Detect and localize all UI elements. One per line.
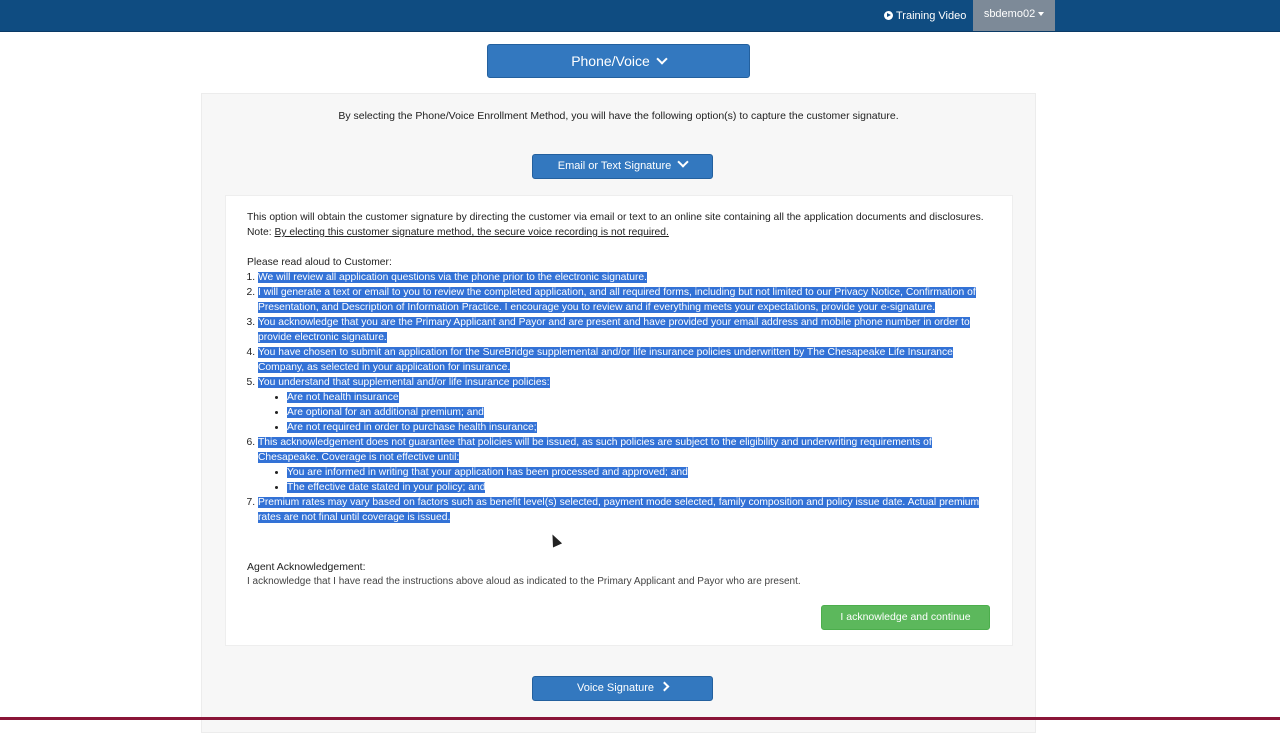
- intro-text: By selecting the Phone/Voice Enrollment Method, you will have the following option(s) to capture the customer signature.: [338, 110, 899, 122]
- caret-down-icon: [1038, 12, 1044, 16]
- list-item: 1. We will review all application questions via the phone prior to the electronic signature.: [258, 270, 992, 285]
- chevron-down-icon: [678, 156, 689, 167]
- voice-signature-label: Voice Signature: [576, 682, 655, 694]
- sub-list-item: • You are informed in writing that your application has been processed and approved; and: [287, 465, 992, 480]
- read-aloud-list: [247, 270, 992, 525]
- agent-acknowledgement-title: Agent Acknowledgement:: [247, 561, 366, 573]
- sub-list: [258, 465, 992, 495]
- play-circle-icon: [884, 11, 893, 20]
- email-text-signature-label: Email or Text Signature: [557, 160, 672, 172]
- voice-signature-button[interactable]: [532, 676, 713, 701]
- acknowledge-continue-button[interactable]: I acknowledge and continue: [821, 605, 990, 630]
- chevron-down-icon: [656, 53, 667, 64]
- training-video-link[interactable]: [884, 0, 966, 31]
- email-signature-content: [247, 210, 992, 525]
- note-label: Note:: [247, 227, 272, 238]
- enrollment-method-label: Phone/Voice: [571, 53, 650, 69]
- user-name: sbdemo02: [983, 8, 1036, 20]
- sub-list: [258, 390, 992, 435]
- sub-list-item: • Are not health insurance: [287, 390, 992, 405]
- list-item: 2. I will generate a text or email to you to review the completed application, and all required forms, including but not limited to our Privacy Notice, Confirmation of Presentation, and Description of Information Practice. I encourage you to review and if everything meets your expectations, provide your e-signature.: [258, 285, 992, 315]
- sub-list-item: • Are optional for an additional premium; and: [287, 405, 992, 420]
- list-item: 7. Premium rates may vary based on factors such as benefit level(s) selected, payment mode selected, family composition and policy issue date. Actual premium rates are not final until coverage is issued.: [258, 495, 992, 525]
- read-aloud-heading: Please read aloud to Customer:: [247, 257, 392, 268]
- option-note: [247, 225, 992, 240]
- user-menu-dropdown[interactable]: [973, 0, 1055, 31]
- sub-list-item: • Are not required in order to purchase health insurance;: [287, 420, 992, 435]
- email-text-signature-button[interactable]: [532, 154, 713, 179]
- list-item: 5. You understand that supplemental and/or life insurance policies: • Are not health insurance • Are optional for an additional premium; and • Are not required in order to purchase health insurance;: [258, 375, 992, 435]
- enrollment-method-button[interactable]: [487, 44, 750, 78]
- option-description: This option will obtain the customer signature by directing the customer via email or text to an online site containing all the application documents and disclosures.: [247, 212, 984, 223]
- list-item: 4. You have chosen to submit an application for the SureBridge supplemental and/or life insurance policies underwritten by The Chesapeake Life Insurance Company, as selected in your application for insurance.: [258, 345, 992, 375]
- list-item: 3. You acknowledge that you are the Primary Applicant and Payor and are present and have provided your email address and mobile phone number in order to provide electronic signature.: [258, 315, 992, 345]
- training-video-label: Training Video: [896, 9, 967, 22]
- sub-list-item: • The effective date stated in your policy; and: [287, 480, 992, 495]
- agent-acknowledgement-text: I acknowledge that I have read the instructions above aloud as indicated to the Primary Applicant and Payor who are present.: [247, 576, 801, 587]
- list-item: 6. This acknowledgement does not guarantee that policies will be issued, as such policies are subject to the eligibility and underwriting requirements of Chesapeake. Coverage is not effective until: • You are informed in writing that your application has been processed and approved; and • The effective date stated in your policy; and: [258, 435, 992, 495]
- note-text: By electing this customer signature method, the secure voice recording is not required.: [274, 227, 669, 238]
- chevron-right-icon: [660, 682, 670, 692]
- top-navbar: [0, 0, 1280, 32]
